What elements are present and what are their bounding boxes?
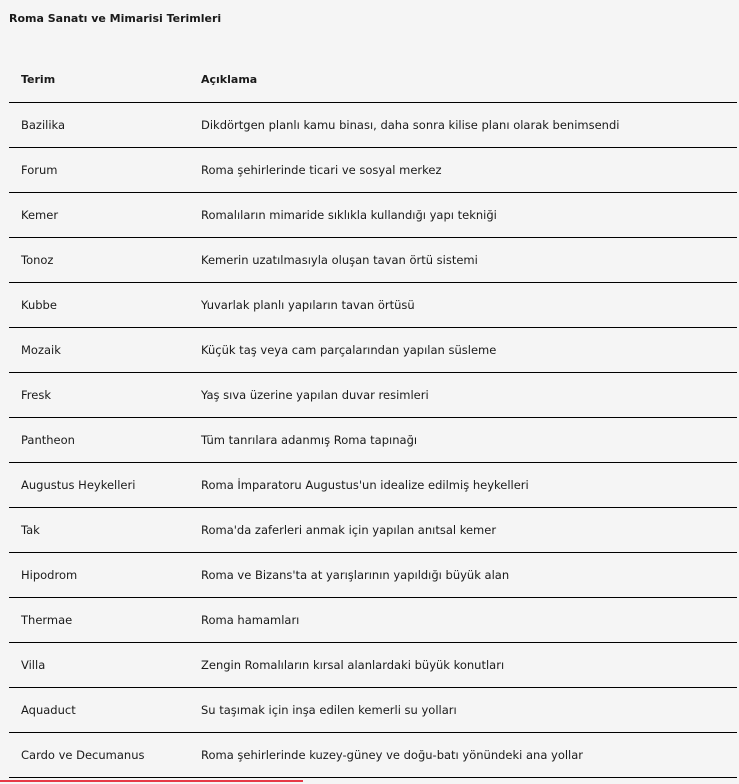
table-row — [9, 418, 737, 463]
description-cell: Kemerin uzatılmasıyla oluşan tavan örtü sistemi — [189, 238, 737, 283]
table-row — [9, 553, 737, 598]
table-row — [9, 328, 737, 373]
description-cell: Su taşımak için inşa edilen kemerli su yolları — [189, 688, 737, 733]
description-cell: Dikdörtgen planlı kamu binası, daha sonra kilise planı olarak benimsendi — [189, 103, 737, 148]
table-row — [9, 193, 737, 238]
terms-table — [9, 57, 737, 778]
term-cell: Forum — [9, 148, 189, 193]
table-row — [9, 238, 737, 283]
term-cell: Bazilika — [9, 103, 189, 148]
table-row — [9, 148, 737, 193]
term-cell: Pantheon — [9, 418, 189, 463]
description-cell: Yuvarlak planlı yapıların tavan örtüsü — [189, 283, 737, 328]
term-cell: Augustus Heykelleri — [9, 463, 189, 508]
description-cell: Roma hamamları — [189, 598, 737, 643]
term-cell: Tak — [9, 508, 189, 553]
description-cell: Küçük taş veya cam parçalarından yapılan süsleme — [189, 328, 737, 373]
term-cell: Kubbe — [9, 283, 189, 328]
table-row — [9, 283, 737, 328]
description-cell: Tüm tanrılara adanmış Roma tapınağı — [189, 418, 737, 463]
description-cell: Roma şehirlerinde ticari ve sosyal merkez — [189, 148, 737, 193]
term-cell: Thermae — [9, 598, 189, 643]
description-cell: Yaş sıva üzerine yapılan duvar resimleri — [189, 373, 737, 418]
description-cell: Roma şehirlerinde kuzey-güney ve doğu-batı yönündeki ana yollar — [189, 733, 737, 778]
term-cell: Kemer — [9, 193, 189, 238]
table-header-row — [9, 57, 737, 103]
description-cell: Zengin Romalıların kırsal alanlardaki büyük konutları — [189, 643, 737, 688]
description-cell: Roma'da zaferleri anmak için yapılan anıtsal kemer — [189, 508, 737, 553]
page-title: Roma Sanatı ve Mimarisi Terimleri — [9, 12, 222, 25]
column-header-description: Açıklama — [189, 57, 737, 103]
term-cell: Villa — [9, 643, 189, 688]
table-row — [9, 463, 737, 508]
column-header-term: Terim — [9, 57, 189, 103]
table-row — [9, 688, 737, 733]
table-row — [9, 508, 737, 553]
table-row — [9, 373, 737, 418]
table-row — [9, 598, 737, 643]
term-cell: Cardo ve Decumanus — [9, 733, 189, 778]
term-cell: Fresk — [9, 373, 189, 418]
table-body — [9, 103, 737, 778]
description-cell: Roma İmparatoru Augustus'un idealize edilmiş heykelleri — [189, 463, 737, 508]
description-cell: Roma ve Bizans'ta at yarışlarının yapıldığı büyük alan — [189, 553, 737, 598]
table-row — [9, 643, 737, 688]
term-cell: Aquaduct — [9, 688, 189, 733]
bottom-accent-line — [0, 780, 303, 782]
term-cell: Mozaik — [9, 328, 189, 373]
description-cell: Romalıların mimaride sıklıkla kullandığı yapı tekniği — [189, 193, 737, 238]
term-cell: Hipodrom — [9, 553, 189, 598]
table-row — [9, 103, 737, 148]
table-row — [9, 733, 737, 778]
term-cell: Tonoz — [9, 238, 189, 283]
